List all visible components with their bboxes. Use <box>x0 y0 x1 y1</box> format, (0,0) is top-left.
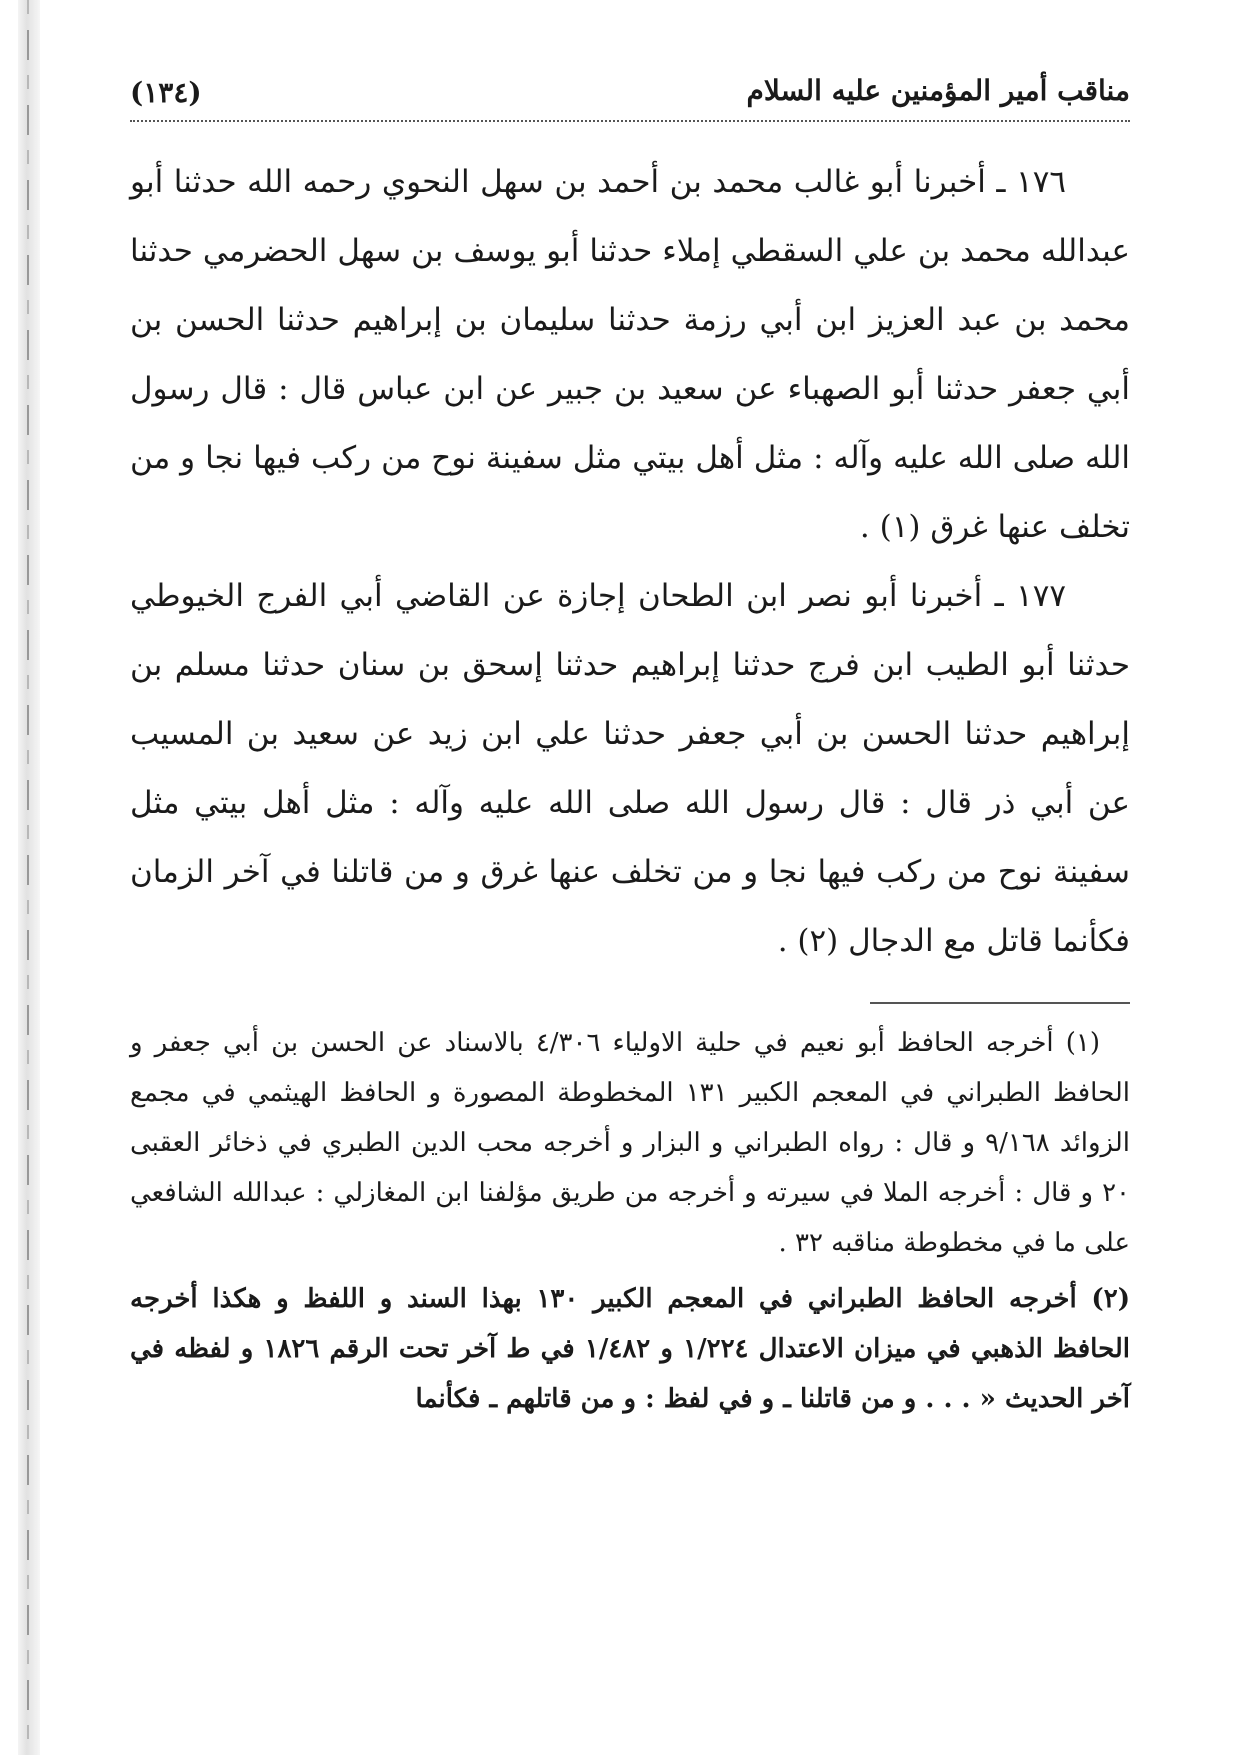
footnote-1: (١) أخرجه الحافظ أبو نعيم في حلية الاولياء ٤/٣٠٦ بالاسناد عن الحسن بن أبي جعفر و الحافظ الطبراني في المعجم الكبير ١٣١ المخطوطة المصورة و الحافظ الهيثمي في مجمع الزوائد ٩/١٦٨ و قال : رواه الطبراني و البزار و أخرجه محب الدين الطبري في ذخائر العقبى ٢٠ و قال : أخرجه الملا في سيرته و أخرجه من طريق مؤلفنا ابن المغازلي : عبدالله الشافعي على ما في مخطوطة مناقبه ٣٢ . <box>130 1028 1130 1258</box>
hadith-176: ١٧٦ ـ أخبرنا أبو غالب محمد بن أحمد بن سهل النحوي رحمه الله حدثنا أبو عبدالله محمد بن علي السقطي إملاء حدثنا أبو يوسف بن سهل الحضرمي حدثنا محمد بن عبد العزيز ابن أبي رزمة حدثنا سليمان بن إبراهيم حدثنا الحسن بن أبي جعفر حدثنا أبو الصهباء عن سعيد بن جبير عن ابن عباس قال : قال رسول الله صلى الله عليه وآله : مثل أهل بيتي مثل سفينة نوح من ركب فيها نجا و من تخلف عنها غرق (١) . <box>130 164 1130 545</box>
main-text <box>130 148 1130 976</box>
hadith-177: ١٧٧ ـ أخبرنا أبو نصر ابن الطحان إجازة عن القاضي أبي الفرج الخيوطي حدثنا أبو الطيب ابن فرج حدثنا إبراهيم حدثنا إسحق بن سنان حدثنا مسلم بن إبراهيم حدثنا الحسن بن أبي جعفر حدثنا علي ابن زيد عن سعيد بن المسيب عن أبي ذر قال : قال رسول الله صلى الله عليه وآله : مثل أهل بيتي مثل سفينة نوح من ركب فيها نجا و من تخلف عنها غرق و من قاتلنا في آخر الزمان فكأنما قاتل مع الدجال (٢) . <box>130 578 1130 959</box>
footnotes <box>130 1018 1130 1424</box>
running-title: مناقب أمير المؤمنين عليه السلام <box>746 74 1130 107</box>
page-number: (١٣٤) <box>130 76 202 109</box>
footnote-separator <box>870 1002 1130 1004</box>
page-header <box>130 60 1130 122</box>
footnote-2: (٢) أخرجه الحافظ الطبراني في المعجم الكبير ١٣٠ بهذا السند و اللفظ و هكذا أخرجه الحافظ الذهبي في ميزان الاعتدال ١/٢٢٤ و ١/٤٨٢ في ط آخر تحت الرقم ١٨٢٦ و لفظه في آخر الحديث « . . . و من قاتلنا ـ و في لفظ : و من قاتلهم ـ فكأنما <box>130 1284 1130 1414</box>
scan-binding-edge <box>18 0 40 1755</box>
book-page <box>130 60 1130 1750</box>
